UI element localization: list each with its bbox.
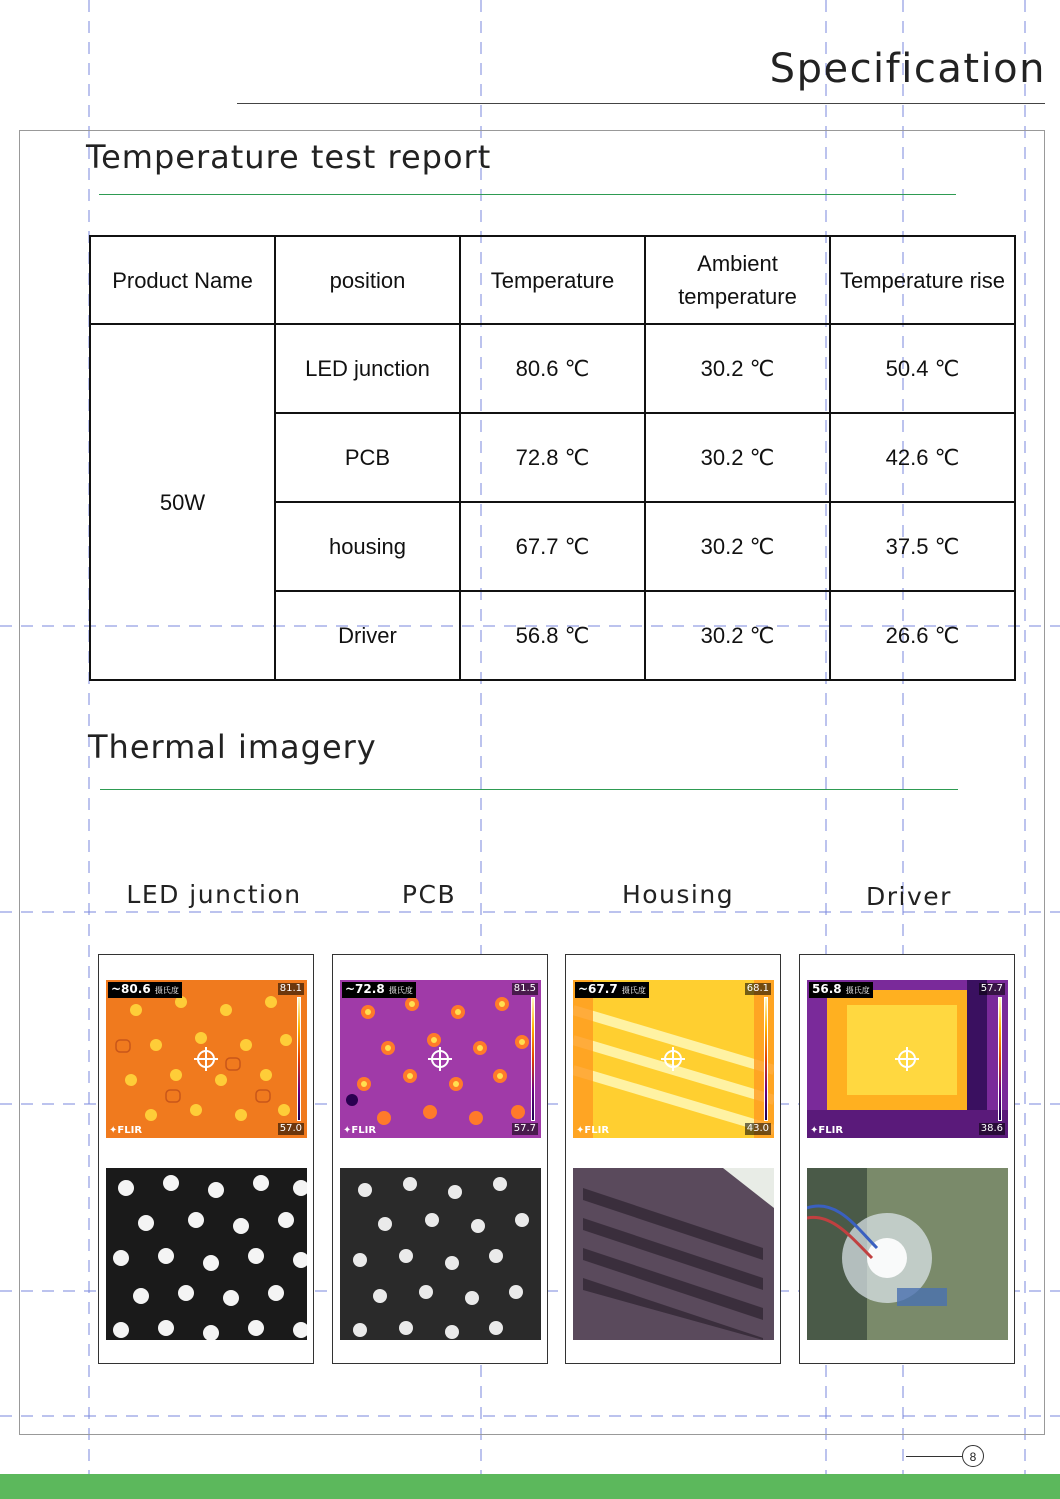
scale-max-value: 81.1	[279, 983, 302, 994]
scale-min-value: 43.0	[746, 1123, 769, 1134]
scale-max-value: 68.1	[746, 983, 769, 994]
flir-logo: ✦FLIR	[810, 1125, 844, 1136]
label-led-junction: LED junction	[126, 880, 302, 909]
table-header-row	[90, 236, 1015, 324]
photo-driver	[807, 1168, 1008, 1340]
position-cell: housing	[275, 502, 460, 591]
header-divider	[237, 103, 1045, 104]
temperature-scale-bar	[998, 997, 1002, 1121]
flir-logo: ✦FLIR	[576, 1125, 610, 1136]
photo-led-junction	[106, 1168, 307, 1340]
crosshair-icon	[664, 1050, 682, 1068]
photo-pcb	[340, 1168, 541, 1340]
crosshair-icon	[431, 1050, 449, 1068]
label-pcb: PCB	[401, 880, 457, 909]
thermal-image-pcb	[340, 980, 541, 1138]
temperature-scale-bar	[764, 997, 768, 1121]
page-header-title: Specification	[769, 46, 1046, 92]
temperature-scale-bar	[531, 997, 535, 1121]
temperature-table	[89, 235, 1016, 681]
column-header-product-name: Product Name	[90, 236, 275, 324]
flir-logo: ✦FLIR	[343, 1125, 377, 1136]
rise-cell: 37.5 ℃	[830, 502, 1015, 591]
rise-cell: 50.4 ℃	[830, 324, 1015, 413]
label-housing: Housing	[621, 880, 735, 909]
scale-min-value: 57.0	[279, 1123, 302, 1134]
table-row	[90, 324, 1015, 413]
page-number: 8	[962, 1445, 984, 1467]
ambient-cell: 30.2 ℃	[645, 413, 830, 502]
imagery-title-rule	[100, 789, 958, 790]
position-cell: Driver	[275, 591, 460, 680]
rise-cell: 42.6 ℃	[830, 413, 1015, 502]
flir-logo: ✦FLIR	[109, 1125, 143, 1136]
thermal-readout: ~80.6 摄氏度	[108, 982, 182, 998]
thermal-readout: ~72.8 摄氏度	[342, 982, 416, 998]
panel-pcb	[332, 954, 548, 1364]
ambient-cell: 30.2 ℃	[645, 324, 830, 413]
ambient-cell: 30.2 ℃	[645, 502, 830, 591]
position-cell: LED junction	[275, 324, 460, 413]
thermal-readout: 56.8 摄氏度	[809, 982, 873, 998]
column-header-temperature-rise: Temperature rise	[830, 236, 1015, 324]
temperature-scale-bar	[297, 997, 301, 1121]
report-title-rule	[99, 194, 956, 195]
scale-max-value: 57.7	[980, 983, 1003, 994]
temperature-cell: 67.7 ℃	[460, 502, 645, 591]
product-name-cell: 50W	[90, 324, 275, 680]
thermal-image-driver	[807, 980, 1008, 1138]
temperature-cell: 80.6 ℃	[460, 324, 645, 413]
column-header-temperature: Temperature	[460, 236, 645, 324]
panel-housing	[565, 954, 781, 1364]
scale-min-value: 38.6	[980, 1123, 1003, 1134]
thermal-image-led-junction	[106, 980, 307, 1138]
scale-max-value: 81.5	[513, 983, 536, 994]
thermal-image-housing	[573, 980, 774, 1138]
panel-led-junction	[98, 954, 314, 1364]
crosshair-icon	[197, 1050, 215, 1068]
column-header-ambient-temperature: Ambient temperature	[645, 236, 830, 324]
column-header-position: position	[275, 236, 460, 324]
thermal-readout: ~67.7 摄氏度	[575, 982, 649, 998]
label-driver: Driver	[866, 882, 952, 911]
panel-driver	[799, 954, 1015, 1364]
page-number-line	[906, 1456, 962, 1457]
temperature-cell: 72.8 ℃	[460, 413, 645, 502]
crosshair-icon	[898, 1050, 916, 1068]
footer-bar	[0, 1474, 1060, 1499]
ambient-cell: 30.2 ℃	[645, 591, 830, 680]
rise-cell: 26.6 ℃	[830, 591, 1015, 680]
photo-housing	[573, 1168, 774, 1340]
temperature-cell: 56.8 ℃	[460, 591, 645, 680]
position-cell: PCB	[275, 413, 460, 502]
scale-min-value: 57.7	[513, 1123, 536, 1134]
report-title: Temperature test report	[86, 138, 492, 176]
imagery-title: Thermal imagery	[88, 728, 377, 766]
